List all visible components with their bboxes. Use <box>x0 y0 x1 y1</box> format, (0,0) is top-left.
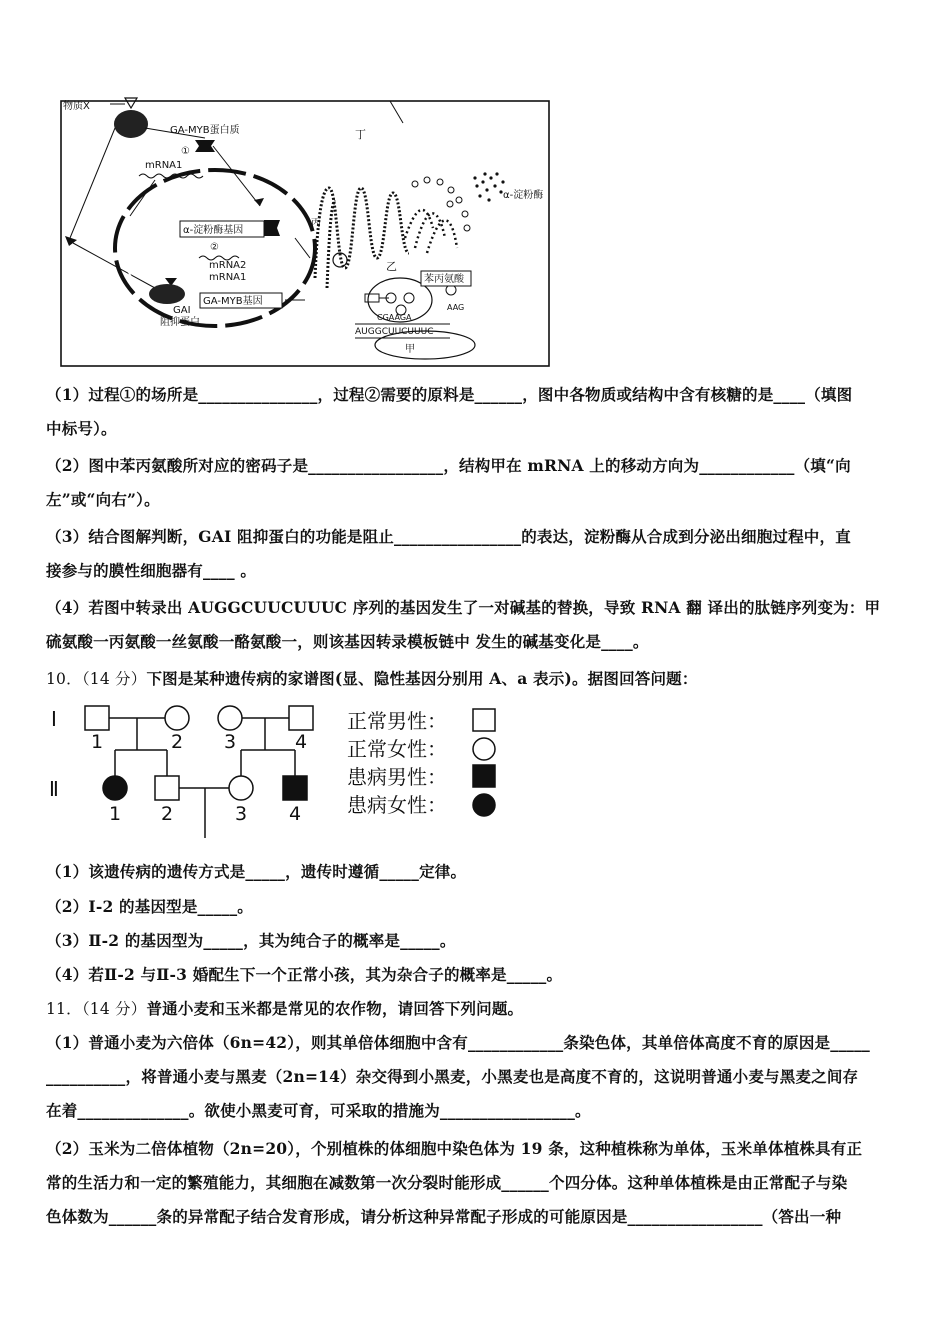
q9-part3-line2: 接参与的膜性细胞器有____ 。 <box>46 561 257 580</box>
i2-number: 2 <box>171 731 184 753</box>
q11-part1-line3: 在着______________。欲使小黑麦可育，可采取的措施为_________________。 <box>46 1101 591 1120</box>
q11-part1-line1: （1）普通小麦为六倍体（6n=42），则其单倍体细胞中含有____________条染色体，其单倍体高度不育的原因是_____ <box>46 1033 870 1052</box>
mrna-sequence-label: AUGGCUUCUUUC <box>355 327 434 337</box>
q11-stem <box>46 992 906 1026</box>
q10-stem-text: 下图是某种遗传病的家谱图(显、隐性基因分别用 A、a 表示)。据图回答问题： <box>146 669 698 688</box>
ga-myb-gene-label: GA-MYB基因 <box>203 296 263 307</box>
q9-part4-line2: 硫氨酸一丙氨酸一丝氨酸一酪氨酸一，则该基因转录模板链中 发生的碱基变化是____。 <box>46 632 649 651</box>
legend-affected-female-label: 患病女性： <box>347 793 447 817</box>
q10-part1-line: （1）该遗传病的遗传方式是_____，遗传时遵循_____定律。 <box>46 862 467 881</box>
gai-protein-label: 阻抑蛋白 <box>160 317 200 328</box>
alpha-amylase-gene-label: α-淀粉酶基因 <box>183 225 244 236</box>
q10-part4-line: （4）若Ⅱ-2 与Ⅱ-3 婚配生下一个正常小孩，其为杂合子的概率是_____。 <box>46 965 563 984</box>
i4-number: 4 <box>295 731 308 753</box>
cell-wall-line <box>390 101 403 123</box>
q9-part4 <box>46 591 906 659</box>
q11-score: （14 分） <box>81 1000 147 1018</box>
endoplasmic-reticulum <box>315 188 409 288</box>
q11-number: 11． <box>46 1000 82 1018</box>
ii1-affected-female <box>103 776 127 800</box>
ii4-number: 4 <box>289 803 302 825</box>
legend-normal-male-icon <box>473 709 495 731</box>
q10-part3 <box>46 924 906 958</box>
generation-2-label: Ⅱ <box>49 777 59 801</box>
ii3-normal-female <box>229 776 253 800</box>
ii2-normal-male <box>155 776 179 800</box>
q9-part2 <box>46 449 906 517</box>
ii3-number: 3 <box>235 803 248 825</box>
gai-protein-icon <box>149 284 185 304</box>
q10-part1 <box>46 855 906 889</box>
q10-part3-line: （3）Ⅱ-2 的基因型为_____，其为纯合子的概率是_____。 <box>46 931 456 950</box>
q9-part2-line2: 左”或“向右”）。 <box>46 490 160 509</box>
q10-score: （14 分） <box>81 670 147 688</box>
cgaaga-label: CGAAGA <box>377 313 412 322</box>
alpha-amylase-secreted <box>473 172 504 201</box>
mrna1-top-label: mRNA1 <box>145 160 183 171</box>
ii4-affected-male <box>283 776 307 800</box>
q10-part4 <box>46 958 906 992</box>
legend-affected-male-label: 患病男性： <box>347 765 447 789</box>
legend-normal-female-icon <box>473 738 495 760</box>
alpha-amylase-right-label: α-淀粉酶 <box>503 190 544 201</box>
q10-number: 10． <box>46 670 82 688</box>
jia-label: 甲 <box>405 344 415 355</box>
cell-diagram <box>55 88 565 373</box>
pedigree-chart <box>45 700 515 842</box>
generation-1-label: Ⅰ <box>51 707 57 731</box>
q11-part2-line1: （2）玉米为二倍体植物（2n=20），个别植株的体细胞中染色体为 19 条，这种植株称为单体，玉米单体植株具有正 <box>46 1139 863 1158</box>
receptor-icon <box>114 110 148 138</box>
q9-part1 <box>46 378 906 446</box>
q11-stem-text: 普通小麦和玉米都是常见的农作物，请回答下列问题。 <box>146 999 524 1018</box>
legend-normal-female-label: 正常女性： <box>347 737 447 761</box>
vesicles <box>412 177 470 231</box>
q9-part2-line1: （2）图中苯丙氨酸所对应的密码子是_________________，结构甲在 mRNA 上的移动方向为____________（填“向 <box>46 456 851 475</box>
pedigree-legend <box>347 709 447 817</box>
aag-label: AAG <box>447 303 465 312</box>
step2-label: ② <box>210 242 219 253</box>
i3-number: 3 <box>224 731 237 753</box>
q9-part3 <box>46 520 906 588</box>
q9-part1-line2: 中标号）。 <box>46 419 117 438</box>
q11-part2 <box>46 1132 906 1234</box>
ga-myb-protein-icon <box>195 140 215 152</box>
q9-part4-line1: （4）若图中转录出 AUGGCUUCUUUC 序列的基因发生了一对碱基的替换，导致 RNA 翻 译出的肽链序列变为：甲 <box>46 598 881 617</box>
legend-normal-male-label: 正常男性： <box>347 709 447 733</box>
mrna2-label: mRNA2 <box>209 260 247 271</box>
i4-normal-male <box>289 706 313 730</box>
ii2-number: 2 <box>161 803 174 825</box>
q9-part3-line1: （3）结合图解判断，GAI 阻抑蛋白的功能是阻止________________的表达，淀粉酶从合成到分泌出细胞过程中，直 <box>46 527 851 546</box>
ga-myb-protein-label: GA-MYB蛋白质 <box>170 125 240 136</box>
q9-part1-line1: （1）过程①的场所是_______________，过程②需要的原料是______，图中各物质或结构中含有核糖的是____（填图 <box>46 385 853 404</box>
legend-affected-female-icon <box>473 794 495 816</box>
q10-part2 <box>46 890 906 924</box>
ding-label: 丁 <box>355 128 366 141</box>
q10-stem <box>46 662 906 696</box>
bing-label: 丙 <box>311 218 321 229</box>
q11-part1 <box>46 1026 906 1128</box>
mrna1-bottom-label: mRNA1 <box>209 272 247 283</box>
q11-part2-line3: 色体数为______条的异常配子结合发育形成，请分析这种异常配子形成的可能原因是_________________（答出一种 <box>46 1207 842 1226</box>
legend-affected-male-icon <box>473 765 495 787</box>
step1-label: ① <box>181 146 190 157</box>
yi-label: 乙 <box>386 260 397 273</box>
substance-x-label: 物质X <box>63 101 90 112</box>
gai-label: GAI <box>173 305 191 316</box>
golgi-apparatus <box>405 210 457 253</box>
i2-normal-female <box>165 706 189 730</box>
ii1-number: 1 <box>109 803 122 825</box>
i1-normal-male <box>85 706 109 730</box>
substance-x-icon <box>125 98 137 108</box>
i1-number: 1 <box>91 731 104 753</box>
i3-normal-female <box>218 706 242 730</box>
q10-part2-line: （2）Ⅰ-2 的基因型是_____。 <box>46 897 254 916</box>
phe-label: 苯丙氨酸 <box>424 274 464 285</box>
q11-part2-line2: 常的生活力和一定的繁殖能力，其细胞在减数第一次分裂时能形成______个四分体。这种单体植株是由正常配子与染 <box>46 1173 848 1192</box>
q11-part1-line2: __________，将普通小麦与黑麦（2n=14）杂交得到小黑麦，小黑麦也是高度不育的，这说明普通小麦与黑麦之间存 <box>46 1067 859 1086</box>
